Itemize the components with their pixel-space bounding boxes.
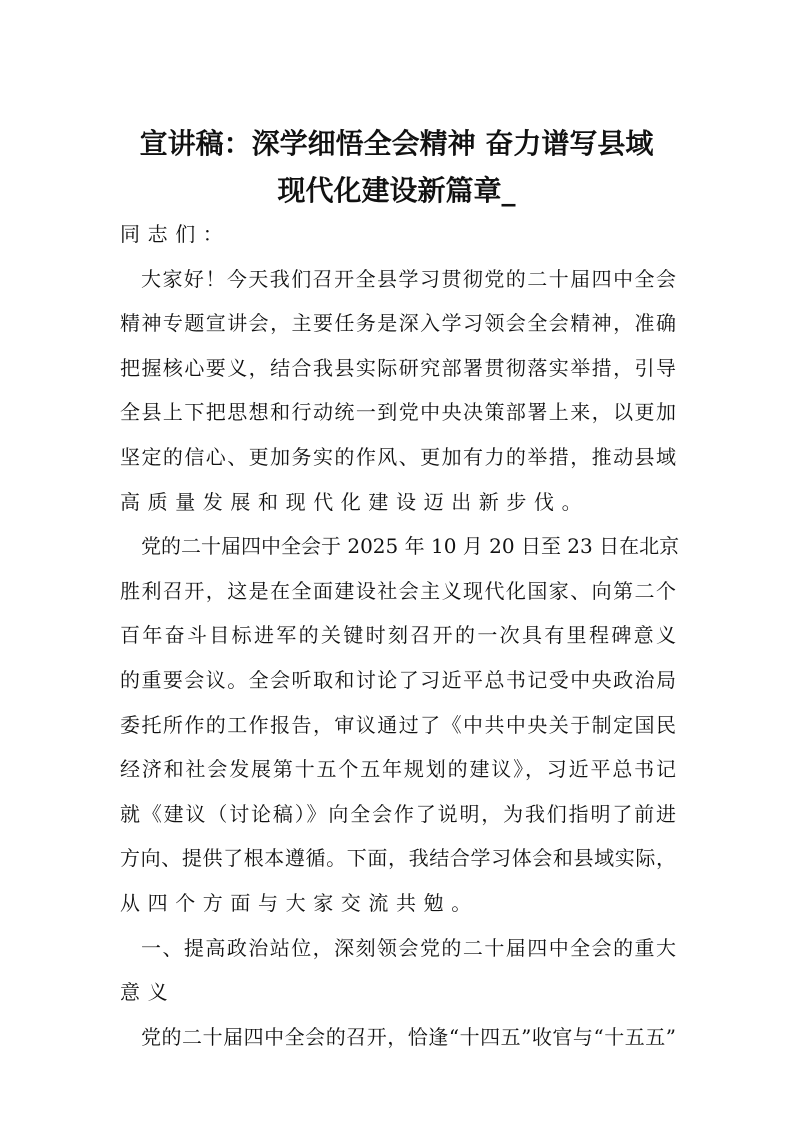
text-line: 一、提高政治站位，深刻领会党的二十届四中全会的重大 [141, 935, 676, 960]
text-line: 的重要会议。全会听取和讨论了习近平总书记受中央政治局 [120, 667, 676, 692]
paragraph [120, 257, 676, 525]
text-line: 坚定的信心、更加务实的作风、更加有力的举措，推动县域 [120, 444, 676, 469]
document-body [120, 212, 680, 1059]
paragraph [120, 1015, 676, 1060]
text-line: 大家好！今天我们召开全县学习贯彻党的二十届四中全会 [141, 266, 676, 291]
text-line: 党的二十届四中全会的召开，恰逢“十四五”收官与“十五五” [141, 1024, 676, 1049]
text-line: 党的二十届四中全会于 2025 年 10 月 20 日至 23 日在北京 [141, 534, 680, 559]
text-line: 经济和社会发展第十五个五年规划的建议》，习近平总书记 [120, 757, 676, 782]
text-line: 委托所作的工作报告，审议通过了《中共中央关于制定国民 [120, 712, 676, 737]
text-line: 高质量发展和现代化建设迈出新步伐。 [120, 489, 590, 514]
text-line: 从四个方面与大家交流共勉。 [120, 890, 479, 915]
text-line: 就《建议（讨论稿）》向全会作了说明，为我们指明了前进 [120, 801, 676, 826]
text-line: 意义 [120, 980, 176, 1005]
paragraph [120, 524, 680, 925]
greeting: 同志们： [120, 222, 231, 246]
section-heading [120, 926, 676, 1015]
title-line-2: 现代化建设新篇章_ [277, 174, 516, 207]
text-line: 全县上下把思想和行动统一到党中央决策部署上来，以更加 [120, 400, 676, 425]
text-line: 精神专题宣讲会，主要任务是深入学习领会全会精神，准确 [120, 311, 676, 336]
text-line: 把握核心要义，结合我县实际研究部署贯彻落实举措，引导 [120, 355, 676, 380]
text-line: 胜利召开，这是在全面建设社会主义现代化国家、向第二个 [120, 578, 676, 603]
text-line: 方向、提供了根本遵循。下面，我结合学习体会和县域实际， [120, 846, 676, 871]
title-line-1: 宣讲稿：深学细悟全会精神 奋力谱写县域 [139, 127, 654, 160]
document-title [0, 120, 793, 214]
text-line: 百年奋斗目标进军的关键时刻召开的一次具有里程碑意义 [120, 623, 676, 648]
